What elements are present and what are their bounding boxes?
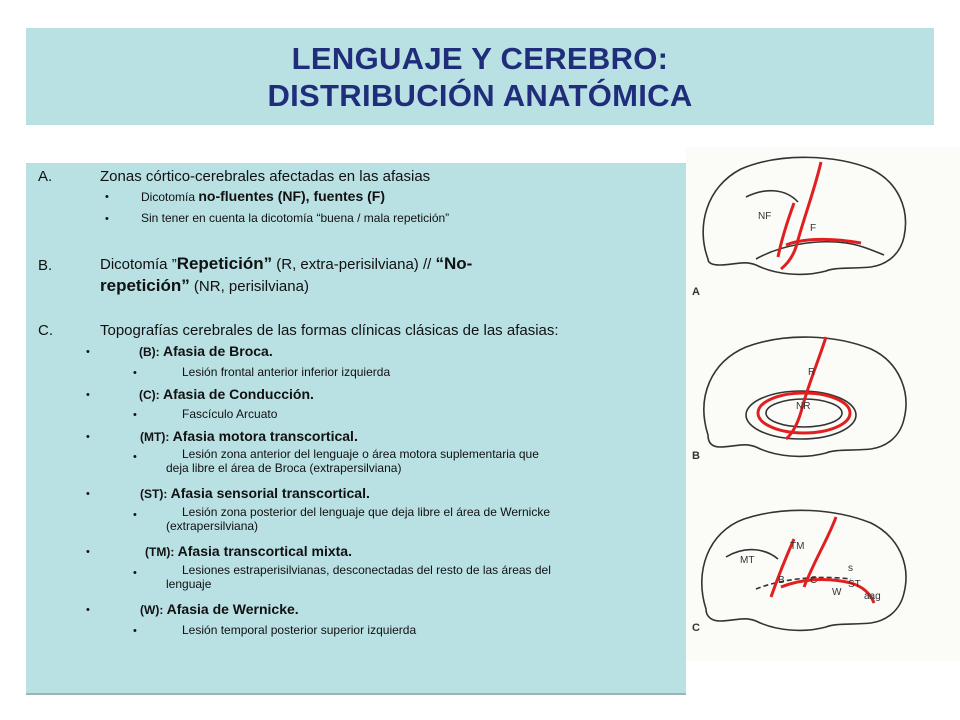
section-a-letter: A.	[38, 168, 53, 185]
bullet-dot: •	[86, 346, 90, 358]
bullet-dot: •	[105, 191, 109, 203]
label-r: R	[808, 367, 816, 378]
aphasia-tm-title: (TM): Afasia transcortical mixta.	[145, 543, 352, 559]
bullet-dot: •	[86, 488, 90, 500]
aphasia-conduction-title: (C): Afasia de Conducción.	[139, 386, 314, 402]
label-st: ST	[848, 579, 861, 590]
label-aag: aag	[864, 591, 881, 602]
brain-c-outline	[702, 510, 906, 630]
brain-a-gyrus	[746, 191, 798, 202]
aphasia-mt-title: (MT): Afasia motora transcortical.	[140, 428, 358, 444]
section-c-letter: C.	[38, 322, 53, 339]
section-a-bullet-1: Dicotomía no-fluentes (NF), fuentes (F)	[141, 188, 386, 204]
bullet-dot: •	[133, 451, 137, 463]
section-b-line-1: Dicotomía ”Repetición” (R, extra-perisilviana) // “No-	[100, 254, 473, 273]
bullet-dot: •	[86, 546, 90, 558]
brain-a-sylvian	[756, 242, 884, 259]
label-nf: NF	[758, 211, 772, 222]
aphasia-wernicke-desc: Lesión temporal posterior superior izquierda	[182, 623, 417, 637]
lesion-c-central	[804, 517, 836, 587]
aphasia-st-title: (ST): Afasia sensorial transcortical.	[140, 485, 370, 501]
title-line-1: LENGUAJE Y CEREBRO:	[291, 40, 669, 76]
title-banner	[26, 28, 934, 125]
bullet-dot: •	[133, 509, 137, 521]
label-nr: NR	[796, 401, 811, 412]
lesion-a-front	[778, 203, 794, 257]
label-b: B	[778, 575, 785, 586]
bullet-dot: •	[133, 409, 137, 421]
brain-diagrams-svg	[686, 147, 960, 661]
label-c: C	[810, 575, 818, 586]
aphasia-mt-desc-2: deja libre el área de Broca (extrapersilviana)	[166, 461, 402, 475]
panel-label-c: C	[692, 622, 700, 634]
section-c-heading: Topografías cerebrales de las formas clínicas clásicas de las afasias:	[100, 322, 559, 339]
content-panel	[26, 163, 686, 695]
lesion-b-central	[786, 337, 826, 439]
bullet-dot: •	[133, 367, 137, 379]
panel-label-b: B	[692, 450, 700, 462]
brain-figure	[686, 147, 960, 661]
bullet-dot: •	[105, 213, 109, 225]
bullet-dot: •	[86, 389, 90, 401]
label-mt: MT	[740, 555, 755, 566]
bullet-dot: •	[86, 604, 90, 616]
bullet-dot: •	[86, 431, 90, 443]
panel-label-a: A	[692, 286, 700, 298]
aphasia-broca-title: (B): Afasia de Broca.	[139, 343, 273, 359]
section-b-letter: B.	[38, 257, 53, 274]
aphasia-conduction-desc: Fascículo Arcuato	[182, 407, 278, 421]
bullet-dot: •	[133, 567, 137, 579]
label-f: F	[810, 223, 817, 234]
aphasia-st-desc-1: Lesión zona posterior del lenguaje que deja libre el área de Wernicke	[182, 505, 551, 519]
section-a-bullet-2: Sin tener en cuenta la dicotomía “buena / mala repetición”	[141, 211, 450, 225]
aphasia-tm-desc-2: lenguaje	[166, 577, 212, 591]
label-s: s	[848, 563, 853, 574]
lesion-a-central	[781, 162, 821, 269]
aphasia-broca-desc: Lesión frontal anterior inferior izquierda	[182, 365, 391, 379]
bullet-dot: •	[133, 625, 137, 637]
aphasia-st-desc-2: (extrapersilviana)	[166, 519, 259, 533]
label-tm: TM	[790, 541, 805, 552]
aphasia-mt-desc-1: Lesión zona anterior del lenguaje o área motora suplementaria que	[182, 447, 539, 461]
title-line-2: DISTRIBUCIÓN ANATÓMICA	[267, 77, 693, 113]
section-b-line-2: repetición” (NR, perisilviana)	[100, 276, 309, 295]
aphasia-wernicke-title: (W): Afasia de Wernicke.	[140, 601, 299, 617]
aphasia-tm-desc-1: Lesiones estraperisilvianas, desconectadas del resto de las áreas del	[182, 563, 551, 577]
section-a-heading: Zonas córtico-cerebrales afectadas en las afasias	[100, 168, 431, 185]
label-w: W	[832, 587, 842, 598]
